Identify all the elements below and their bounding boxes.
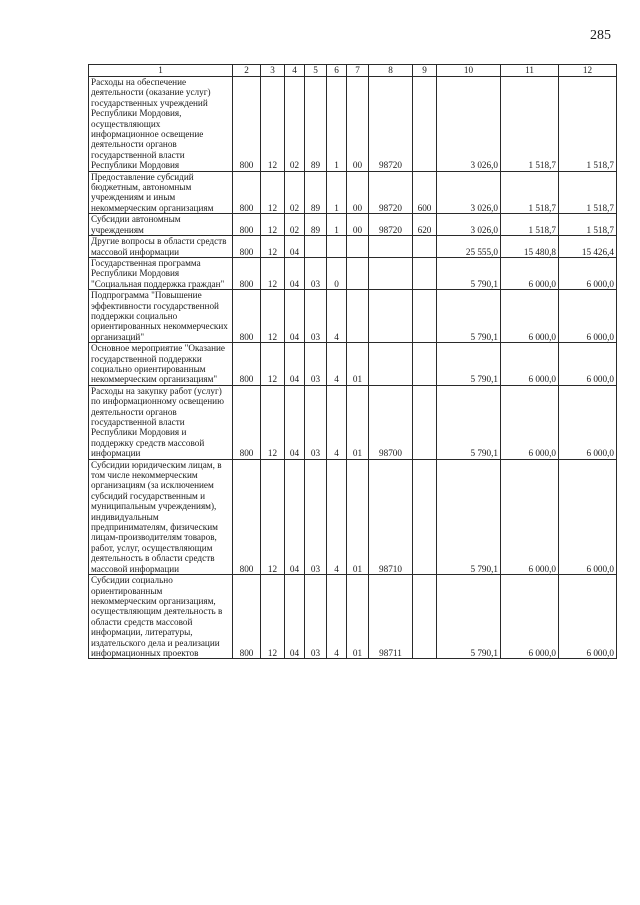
row-name-cell: Субсидии социально ориентированным некоммерческим организациям, осуществляющим деятельность в области средств массовой информации, литературы, издательского дела и реализации информационных проектов (89, 575, 233, 659)
subsection-code-cell: 04 (285, 385, 305, 459)
row-name-cell: Государственная программа Республики Мордовия "Социальная поддержка граждан" (89, 257, 233, 289)
subsection-code-cell: 04 (285, 290, 305, 343)
amount-2020-cell: 6 000,0 (501, 257, 559, 289)
row-name-cell: Основное мероприятие "Оказание государственной поддержки социально ориентированным некоммерческим организациям" (89, 343, 233, 386)
section-code-cell: 12 (261, 459, 285, 574)
section-code-cell: 12 (261, 214, 285, 236)
column-header: 8 (369, 65, 413, 77)
amount-2021-cell: 6 000,0 (559, 459, 617, 574)
program-code-cell: 03 (305, 257, 327, 289)
budget-table (88, 64, 617, 659)
table-row (89, 290, 617, 343)
program-code-cell: 89 (305, 171, 327, 214)
table-body (89, 77, 617, 659)
subprogram-code-cell: 1 (327, 77, 347, 172)
subprogram-code-cell: 4 (327, 459, 347, 574)
chapter-code-cell: 800 (233, 575, 261, 659)
section-code-cell: 12 (261, 171, 285, 214)
subsection-code-cell: 04 (285, 343, 305, 386)
amount-2019-cell: 5 790,1 (437, 459, 501, 574)
direction-code-cell: 98710 (369, 459, 413, 574)
chapter-code-cell: 800 (233, 459, 261, 574)
table-row (89, 257, 617, 289)
column-header: 7 (347, 65, 369, 77)
row-name-cell: Расходы на закупку работ (услуг) по информационному освещению деятельности органов государственной власти Республики Мордовия и поддержку средств массовой информации (89, 385, 233, 459)
amount-2021-cell: 1 518,7 (559, 77, 617, 172)
expense-type-cell (413, 236, 437, 258)
direction-code-cell: 98711 (369, 575, 413, 659)
program-code-cell: 03 (305, 343, 327, 386)
activity-code-cell: 01 (347, 575, 369, 659)
activity-code-cell: 00 (347, 171, 369, 214)
amount-2021-cell: 6 000,0 (559, 575, 617, 659)
section-code-cell: 12 (261, 236, 285, 258)
subprogram-code-cell: 1 (327, 171, 347, 214)
activity-code-cell: 01 (347, 385, 369, 459)
program-code-cell (305, 236, 327, 258)
expense-type-cell (413, 290, 437, 343)
column-header: 1 (89, 65, 233, 77)
amount-2019-cell: 3 026,0 (437, 171, 501, 214)
section-code-cell: 12 (261, 257, 285, 289)
section-code-cell: 12 (261, 385, 285, 459)
row-name-cell: Субсидии автономным учреждениям (89, 214, 233, 236)
subprogram-code-cell: 0 (327, 257, 347, 289)
amount-2019-cell: 5 790,1 (437, 343, 501, 386)
column-header: 11 (501, 65, 559, 77)
expense-type-cell (413, 257, 437, 289)
table-row (89, 171, 617, 214)
chapter-code-cell: 800 (233, 343, 261, 386)
expense-type-cell (413, 575, 437, 659)
activity-code-cell (347, 236, 369, 258)
amount-2021-cell: 1 518,7 (559, 214, 617, 236)
direction-code-cell (369, 257, 413, 289)
subsection-code-cell: 04 (285, 236, 305, 258)
row-name-cell: Другие вопросы в области средств массовой информации (89, 236, 233, 258)
column-header: 3 (261, 65, 285, 77)
section-code-cell: 12 (261, 77, 285, 172)
expense-type-cell: 620 (413, 214, 437, 236)
chapter-code-cell: 800 (233, 171, 261, 214)
amount-2019-cell: 5 790,1 (437, 575, 501, 659)
section-code-cell: 12 (261, 290, 285, 343)
table-row (89, 77, 617, 172)
amount-2020-cell: 6 000,0 (501, 385, 559, 459)
column-header: 10 (437, 65, 501, 77)
row-name-cell: Подпрограмма "Повышение эффективности государственной поддержки социально ориентированных некоммерческих организаций" (89, 290, 233, 343)
amount-2020-cell: 6 000,0 (501, 290, 559, 343)
section-code-cell: 12 (261, 575, 285, 659)
column-header: 12 (559, 65, 617, 77)
direction-code-cell: 98720 (369, 171, 413, 214)
chapter-code-cell: 800 (233, 236, 261, 258)
subsection-code-cell: 02 (285, 171, 305, 214)
direction-code-cell: 98720 (369, 214, 413, 236)
amount-2020-cell: 1 518,7 (501, 214, 559, 236)
subsection-code-cell: 02 (285, 77, 305, 172)
table-row (89, 343, 617, 386)
chapter-code-cell: 800 (233, 290, 261, 343)
expense-type-cell (413, 385, 437, 459)
subprogram-code-cell: 4 (327, 290, 347, 343)
program-code-cell: 03 (305, 459, 327, 574)
amount-2019-cell: 3 026,0 (437, 214, 501, 236)
table-row (89, 575, 617, 659)
direction-code-cell (369, 290, 413, 343)
table-row (89, 214, 617, 236)
direction-code-cell (369, 236, 413, 258)
subsection-code-cell: 04 (285, 257, 305, 289)
amount-2019-cell: 3 026,0 (437, 77, 501, 172)
amount-2021-cell: 6 000,0 (559, 257, 617, 289)
table-row (89, 236, 617, 258)
amount-2020-cell: 1 518,7 (501, 77, 559, 172)
program-code-cell: 03 (305, 290, 327, 343)
row-name-cell: Субсидии юридическим лицам, в том числе некоммерческим организациям (за исключением субсидий государственным и муниципальным учреждениям), индивидуальным предпринимателям, физическим лицам-производителям товаров, работ, услуг, осуществляющим деятельность в области средств массовой информации (89, 459, 233, 574)
amount-2021-cell: 1 518,7 (559, 171, 617, 214)
subprogram-code-cell: 4 (327, 575, 347, 659)
amount-2021-cell: 6 000,0 (559, 343, 617, 386)
subsection-code-cell: 04 (285, 459, 305, 574)
subprogram-code-cell: 4 (327, 385, 347, 459)
column-header: 9 (413, 65, 437, 77)
amount-2021-cell: 6 000,0 (559, 385, 617, 459)
amount-2020-cell: 1 518,7 (501, 171, 559, 214)
expense-type-cell (413, 459, 437, 574)
row-name-cell: Расходы на обеспечение деятельности (оказание услуг) государственных учреждений Республики Мордовия, осуществляющих информационное освещение деятельности органов государственной власти Республики Мордовия (89, 77, 233, 172)
program-code-cell: 03 (305, 385, 327, 459)
direction-code-cell (369, 343, 413, 386)
subsection-code-cell: 04 (285, 575, 305, 659)
subprogram-code-cell: 4 (327, 343, 347, 386)
table-row (89, 385, 617, 459)
amount-2019-cell: 25 555,0 (437, 236, 501, 258)
activity-code-cell: 01 (347, 343, 369, 386)
activity-code-cell (347, 290, 369, 343)
program-code-cell: 89 (305, 77, 327, 172)
table-row (89, 459, 617, 574)
activity-code-cell (347, 257, 369, 289)
amount-2019-cell: 5 790,1 (437, 257, 501, 289)
amount-2021-cell: 6 000,0 (559, 290, 617, 343)
row-name-cell: Предоставление субсидий бюджетным, автономным учреждениям и иным некоммерческим организациям (89, 171, 233, 214)
column-header: 2 (233, 65, 261, 77)
column-header: 5 (305, 65, 327, 77)
page-number: 285 (590, 28, 611, 43)
column-header: 6 (327, 65, 347, 77)
chapter-code-cell: 800 (233, 77, 261, 172)
activity-code-cell: 01 (347, 459, 369, 574)
amount-2019-cell: 5 790,1 (437, 290, 501, 343)
chapter-code-cell: 800 (233, 257, 261, 289)
direction-code-cell: 98700 (369, 385, 413, 459)
amount-2020-cell: 6 000,0 (501, 343, 559, 386)
activity-code-cell: 00 (347, 214, 369, 236)
activity-code-cell: 00 (347, 77, 369, 172)
subprogram-code-cell (327, 236, 347, 258)
expense-type-cell (413, 343, 437, 386)
amount-2020-cell: 15 480,8 (501, 236, 559, 258)
chapter-code-cell: 800 (233, 385, 261, 459)
expense-type-cell: 600 (413, 171, 437, 214)
chapter-code-cell: 800 (233, 214, 261, 236)
amount-2020-cell: 6 000,0 (501, 459, 559, 574)
subprogram-code-cell: 1 (327, 214, 347, 236)
section-code-cell: 12 (261, 343, 285, 386)
direction-code-cell: 98720 (369, 77, 413, 172)
table-header-row (89, 65, 617, 77)
amount-2021-cell: 15 426,4 (559, 236, 617, 258)
amount-2019-cell: 5 790,1 (437, 385, 501, 459)
program-code-cell: 89 (305, 214, 327, 236)
amount-2020-cell: 6 000,0 (501, 575, 559, 659)
column-header: 4 (285, 65, 305, 77)
program-code-cell: 03 (305, 575, 327, 659)
expense-type-cell (413, 77, 437, 172)
subsection-code-cell: 02 (285, 214, 305, 236)
